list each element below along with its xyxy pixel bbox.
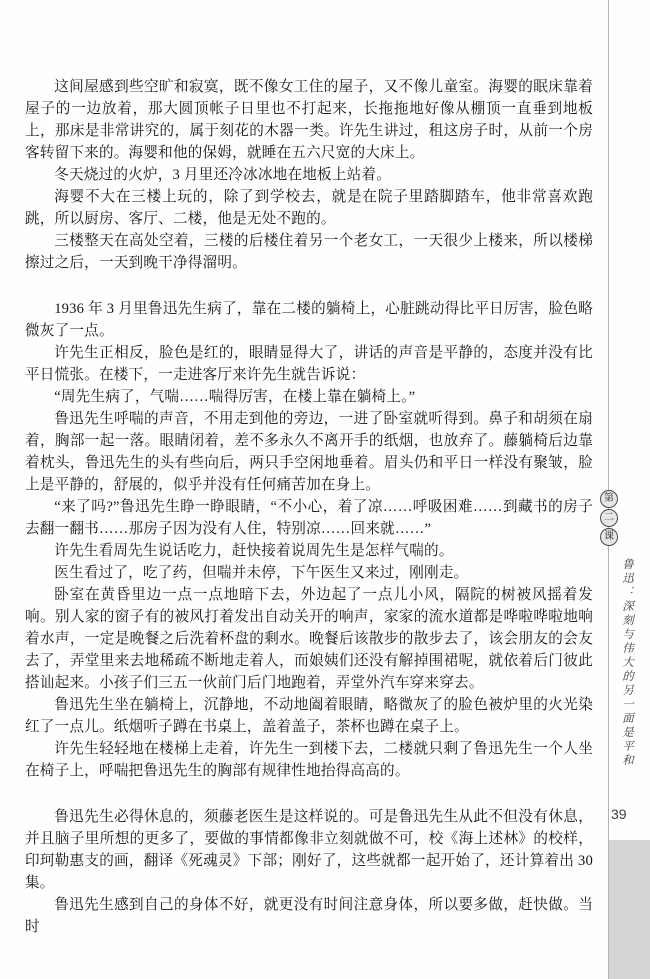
text-section-room bbox=[25, 76, 593, 274]
body-paragraph: 许先生看周先生说话吃力，赶快接着说周先生是怎样气喘的。 bbox=[54, 543, 454, 559]
lesson-badge-circle: 课 bbox=[600, 528, 618, 546]
page-number: 39 bbox=[611, 806, 627, 822]
body-paragraph: 冬天烧过的火炉，3 月里还冷冰冰地在地板上站着。 bbox=[54, 167, 391, 183]
body-paragraph: 1936 年 3 月里鲁迅先生病了，靠在二楼的躺椅上，心脏跳动得比平日厉害，脸色略微灰了一点。 bbox=[25, 301, 593, 339]
lesson-title-vertical: 鲁迅：深刻与伟大的另一面是平和 bbox=[621, 558, 635, 768]
lesson-number-badge bbox=[600, 490, 618, 546]
body-paragraph: 鲁迅先生坐在躺椅上，沉静地，不动地阖着眼睛，略微灰了的脸色被炉里的火光染红了一点儿。纸烟听子蹲在书桌上，盖着盖子，茶杯也蹲在桌子上。 bbox=[25, 697, 593, 735]
body-paragraph: 鲁迅先生呼喘的声音，不用走到他的旁边，一进了卧室就听得到。鼻子和胡须在扇着，胸部一起一落。眼睛闭着，差不多永久不离开手的纸烟，也放弃了。藤躺椅后边靠着枕头，鲁迅先生的头有些向后，两只手空闲地垂着。眉头仍和平日一样没有聚皱，脸上是平静的，舒展的，似乎并没有任何痛苦加在身上。 bbox=[25, 411, 593, 493]
body-paragraph: 许先生正相反，脸色是红的，眼睛显得大了，讲话的声音是平静的，态度并没有比平日慌张。在楼下，一走进客厅来许先生就告诉说： bbox=[25, 345, 593, 383]
body-paragraph: “来了吗?”鲁迅先生睁一睁眼睛，“不小心，着了凉……呼吸困难……到藏书的房子去翻一翻书……那房子因为没有人住，特别凉……回来就……” bbox=[25, 499, 593, 537]
body-paragraph: 这间屋感到些空旷和寂寞，既不像女工住的屋子，又不像儿童室。海婴的眠床靠着屋子的一边放着，那大圆顶帐子日里也不打起来，长拖拖地好像从棚顶一直垂到地板上，那床是非常讲究的，属于刻花的木器一类。许先生讲过，租这房子时，从前一个房客转留下来的。海婴和他的保姆，就睡在五六尺宽的大床上。 bbox=[25, 79, 593, 161]
body-paragraph: 鲁迅先生必得休息的，须藤老医生是这样说的。可是鲁迅先生从此不但没有休息，并且脑子里所想的更多了，要做的事情都像非立刻就做不可，校《海上述林》的校样，印珂勒惠支的画，翻译《死魂灵》下部；刚好了，这些就都一起开始了，还计算着出 30 集。 bbox=[25, 809, 593, 891]
thumb-index-block bbox=[609, 840, 650, 979]
body-paragraph: 鲁迅先生感到自己的身体不好，就更没有时间注意身体，所以要多做，赶快做。当时 bbox=[25, 897, 593, 935]
body-paragraph: 许先生轻轻地在楼梯上走着，许先生一到楼下去，二楼就只剩了鲁迅先生一个人坐在椅子上，呼喘把鲁迅先生的胸部有规律性地抬得高高的。 bbox=[25, 741, 593, 779]
body-paragraph: 海婴不大在三楼上玩的，除了到学校去，就是在院子里踏脚踏车，他非常喜欢跑跳，所以厨房、客厅、二楼，他是无处不跑的。 bbox=[25, 189, 593, 227]
body-paragraph: 卧室在黄昏里边一点一点地暗下去，外边起了一点儿小风，隔院的树被风摇着发响。别人家的窗子有的被风打着发出自动关开的响声，家家的流水道都是哗啦哗啦地响着水声，一定是晚餐之后洗着杯盘的剩水。晚餐后该散步的散步去了，该会朋友的会友去了，弄堂里来去地稀疏不断地走着人，而娘姨们还没有解掉围裙呢，就依着后门彼此搭讪起来。小孩子们三五一伙前门后门地跑着，弄堂外汽车穿来穿去。 bbox=[25, 587, 593, 691]
text-section-rest bbox=[25, 806, 593, 938]
body-paragraph: 三楼整天在高处空着，三楼的后楼住着另一个老女工，一天很少上楼来，所以楼梯擦过之后，一天到晚干净得溜明。 bbox=[25, 233, 593, 271]
lesson-badge-circle: 第 bbox=[600, 490, 618, 508]
lesson-badge-circle: 二 bbox=[600, 509, 618, 527]
body-paragraph: “周先生病了，气喘……喘得厉害，在楼上靠在躺椅上。” bbox=[54, 389, 416, 405]
page-text-column bbox=[25, 76, 593, 938]
body-paragraph: 医生看过了，吃了药，但喘并未停，下午医生又来过，刚刚走。 bbox=[54, 565, 469, 581]
text-section-illness bbox=[25, 298, 593, 782]
